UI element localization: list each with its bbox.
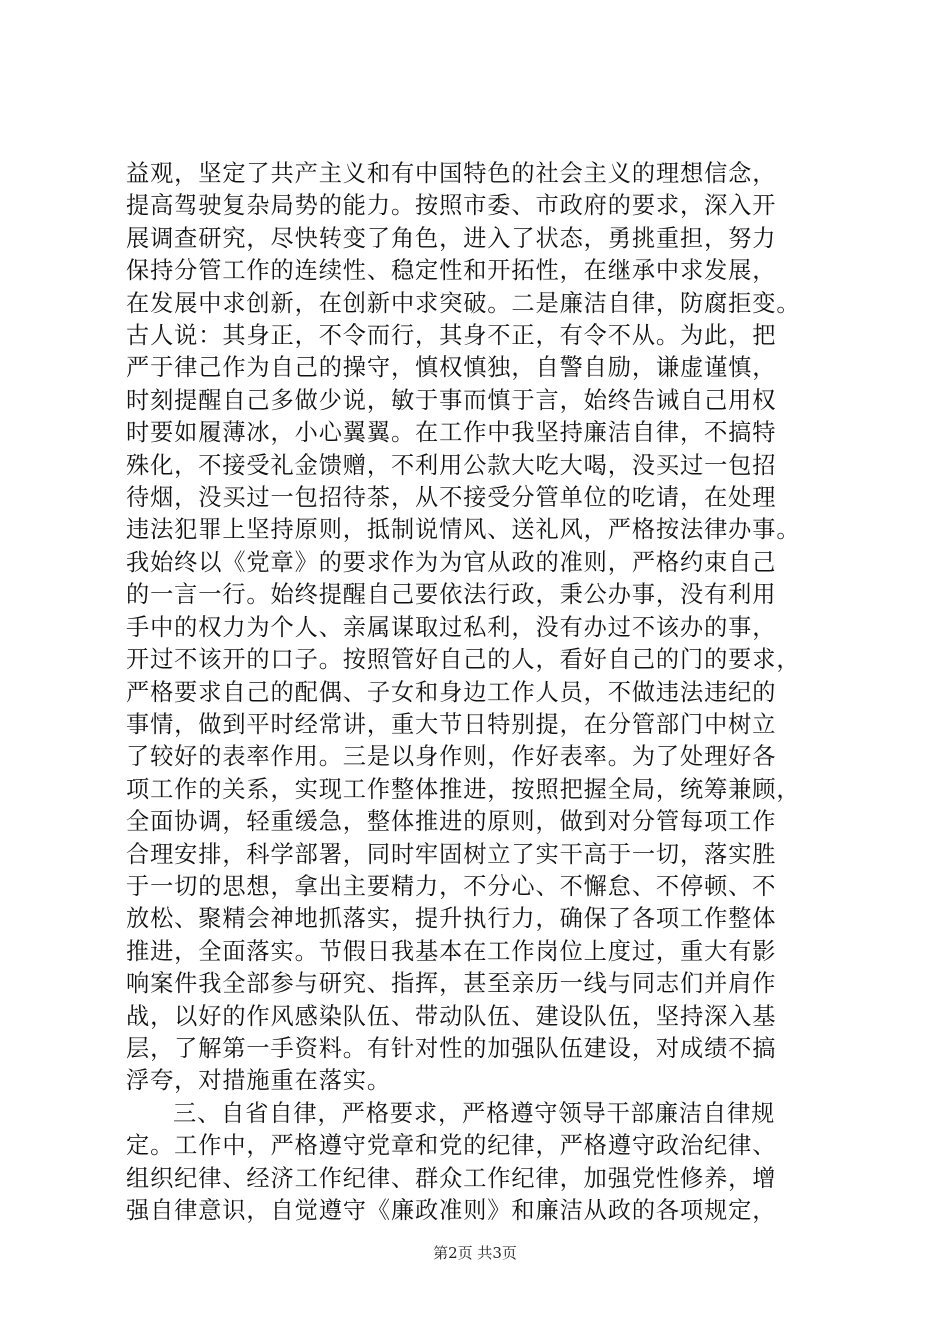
text-line: 时刻提醒自己多做少说，敏于事而慎于言，始终告诫自己用权 (126, 386, 777, 414)
text-line: 项工作的关系，实现工作整体推进，按照把握全局，统筹兼顾， (126, 775, 801, 803)
text-line: 古人说：其身正，不令而行，其身不正，有令不从。为此，把 (126, 322, 777, 350)
text-line: 益观，坚定了共产主义和有中国特色的社会主义的理想信念， (126, 160, 777, 187)
text-line: 层，了解第一手资料。有针对性的加强队伍建设，对成绩不搞 (126, 1034, 777, 1062)
text-line: 强自律意识，自觉遵守《廉政准则》和廉洁从政的各项规定， (126, 1197, 777, 1224)
text-line: 违法犯罪上坚持原则，抵制说情风、送礼风，严格按法律办事。 (126, 516, 801, 544)
page-number-footer: 第2页 共3页 (433, 1244, 517, 1262)
text-line: 事情，做到平时经常讲，重大节日特别提，在分管部门中树立 (126, 710, 777, 738)
text-line: 的一言一行。始终提醒自己要依法行政，秉公办事，没有利用 (126, 581, 777, 609)
text-line: 放松、聚精会神地抓落实，提升执行力，确保了各项工作整体 (126, 905, 777, 933)
text-line: 保持分管工作的连续性、稳定性和开拓性，在继承中求发展， (126, 257, 777, 285)
text-line: 响案件我全部参与研究、指挥，甚至亲历一线与同志们并肩作 (126, 970, 777, 998)
text-line: 提高驾驶复杂局势的能力。按照市委、市政府的要求，深入开 (126, 192, 777, 220)
text-line: 组织纪律、经济工作纪律、群众工作纪律，加强党性修养，增 (126, 1164, 777, 1192)
text-line: 手中的权力为个人、亲属谋取过私利，没有办过不该办的事， (126, 613, 777, 641)
text-line: 定。工作中，严格遵守党章和党的纪律，严格遵守政治纪律、 (126, 1132, 777, 1160)
document-body (126, 158, 856, 1227)
text-line: 严格要求自己的配偶、子女和身边工作人员，不做违法违纪的 (126, 678, 777, 706)
text-line: 待烟，没买过一包招待茶，从不接受分管单位的吃请，在处理 (126, 484, 777, 512)
text-line: 推进，全面落实。节假日我基本在工作岗位上度过，重大有影 (126, 937, 777, 965)
text-line: 时要如履薄冰，小心翼翼。在工作中我坚持廉洁自律，不搞特 (126, 419, 777, 447)
text-line: 在发展中求创新，在创新中求突破。二是廉洁自律，防腐拒变。 (126, 289, 801, 317)
text-line: 殊化，不接受礼金馈赠，不利用公款大吃大喝，没买过一包招 (126, 451, 777, 479)
text-line: 开过不该开的口子。按照管好自己的人，看好自己的门的要求， (126, 646, 801, 674)
text-line: 严于律己作为自己的操守，慎权慎独，自警自励，谦虚谨慎， (126, 354, 777, 382)
text-line: 我始终以《党章》的要求作为为官从政的准则，严格约束自己 (126, 548, 777, 576)
text-line: 战，以好的作风感染队伍、带动队伍、建设队伍，坚持深入基 (126, 1002, 777, 1030)
text-line: 浮夸，对措施重在落实。 (126, 1067, 391, 1095)
text-line: 全面协调，轻重缓急，整体推进的原则，做到对分管每项工作 (126, 808, 777, 836)
text-line: 于一切的思想，拿出主要精力，不分心、不懈怠、不停顿、不 (126, 872, 777, 900)
text-line: 合理安排，科学部署，同时牢固树立了实干高于一切，落实胜 (126, 840, 777, 868)
text-line: 展调查研究，尽快转变了角色，进入了状态，勇挑重担，努力 (126, 224, 777, 252)
paragraph-start-line: 三、自省自律，严格要求，严格遵守领导干部廉洁自律规 (173, 1099, 776, 1127)
text-line: 了较好的表率作用。三是以身作则，作好表率。为了处理好各 (126, 743, 777, 771)
